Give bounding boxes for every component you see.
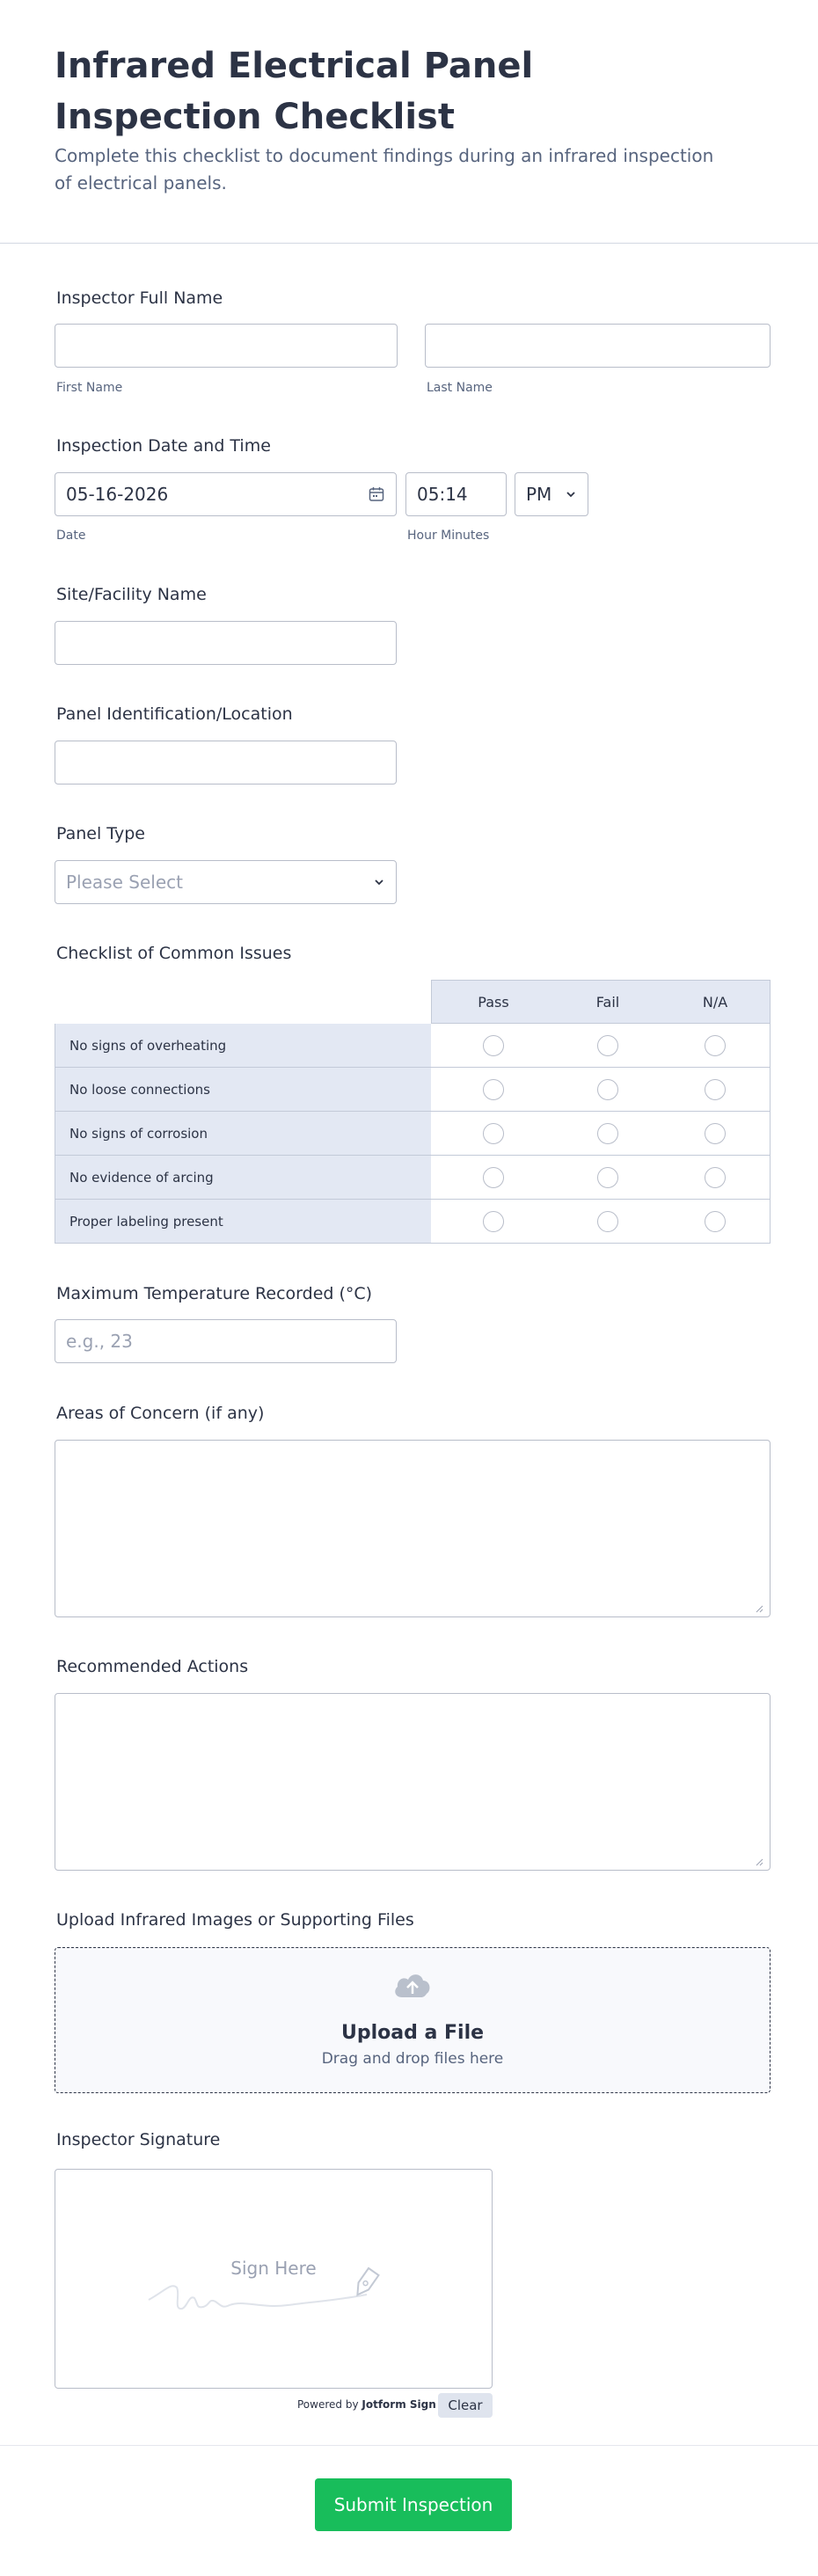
signature-label: Inspector Signature <box>56 2130 221 2149</box>
max-temp-placeholder: e.g., 23 <box>66 1331 133 1352</box>
panel-type-label: Panel Type <box>56 824 145 843</box>
clear-signature-button[interactable]: Clear <box>438 2393 493 2418</box>
panel-type-placeholder: Please Select <box>66 872 183 893</box>
matrix-row-label: No signs of corrosion <box>55 1112 432 1156</box>
matrix-cell-fail <box>555 1200 661 1244</box>
radio-pass[interactable] <box>483 1167 504 1188</box>
matrix-cell-na <box>661 1112 771 1156</box>
matrix-cell-pass <box>431 1200 556 1244</box>
radio-na[interactable] <box>705 1211 726 1232</box>
recommended-actions-label: Recommended Actions <box>56 1657 249 1676</box>
date-sublabel: Date <box>56 529 86 543</box>
file-upload-dropzone[interactable] <box>55 1947 771 2093</box>
signature-pad[interactable] <box>55 2169 493 2389</box>
areas-concern-label: Areas of Concern (if any) <box>56 1404 265 1423</box>
ampm-value: PM <box>526 484 552 505</box>
panel-type-select[interactable] <box>55 860 397 904</box>
calendar-icon[interactable] <box>368 485 385 503</box>
column-header-pass: Pass <box>431 980 556 1024</box>
time-sublabel: Hour Minutes <box>407 529 490 543</box>
checklist-label: Checklist of Common Issues <box>56 944 292 963</box>
site-input[interactable] <box>55 621 397 665</box>
radio-na[interactable] <box>705 1079 726 1100</box>
matrix-cell-pass <box>431 1068 556 1112</box>
radio-pass[interactable] <box>483 1035 504 1056</box>
panel-id-label: Panel Identification/Location <box>56 704 293 724</box>
chevron-down-icon <box>565 488 577 500</box>
column-header-fail: Fail <box>555 980 661 1024</box>
last-name-sublabel: Last Name <box>427 381 493 395</box>
radio-na[interactable] <box>705 1035 726 1056</box>
matrix-cell-na <box>661 1068 771 1112</box>
matrix-cell-pass <box>431 1112 556 1156</box>
time-input[interactable]: 05:14 <box>405 472 507 516</box>
jotform-sign-brand: Jotform Sign <box>362 2398 436 2411</box>
inspection-datetime-label: Inspection Date and Time <box>56 436 271 456</box>
submit-button[interactable]: Submit Inspection <box>315 2478 512 2531</box>
matrix-cell-pass <box>431 1156 556 1200</box>
form-title: Infrared Electrical Panel Inspection Checklist <box>55 46 534 137</box>
matrix-cell-na <box>661 1200 771 1244</box>
date-input[interactable] <box>55 472 397 516</box>
max-temp-input[interactable] <box>55 1319 397 1363</box>
matrix-row-label: No loose connections <box>55 1068 432 1112</box>
radio-pass[interactable] <box>483 1079 504 1100</box>
resize-handle-icon[interactable] <box>755 1857 763 1866</box>
upload-title: Upload a File <box>340 2022 485 2044</box>
form-subtitle: Complete this checklist to document findings during an infrared inspection of electrical panels. <box>55 145 714 193</box>
max-temp-label: Maximum Temperature Recorded (°C) <box>56 1284 373 1303</box>
recommended-actions-textarea[interactable] <box>55 1693 771 1871</box>
radio-fail[interactable] <box>597 1123 618 1144</box>
radio-na[interactable] <box>705 1167 726 1188</box>
matrix-cell-na <box>661 1156 771 1200</box>
matrix-cell-fail <box>555 1112 661 1156</box>
radio-fail[interactable] <box>597 1079 618 1100</box>
powered-by-text <box>297 2398 436 2411</box>
footer-divider <box>0 2445 818 2446</box>
checklist-matrix <box>55 980 771 1245</box>
cloud-upload-icon <box>391 1969 434 2001</box>
panel-id-input[interactable] <box>55 741 397 784</box>
last-name-input[interactable] <box>425 324 771 368</box>
radio-pass[interactable] <box>483 1211 504 1232</box>
resize-handle-icon[interactable] <box>755 1604 763 1613</box>
chevron-down-icon <box>373 876 385 888</box>
matrix-cell-fail <box>555 1068 661 1112</box>
date-value: 05-16-2026 <box>66 484 169 505</box>
upload-subtitle: Drag and drop files here <box>321 2050 504 2068</box>
form-header <box>0 0 818 244</box>
matrix-cell-na <box>661 1024 771 1068</box>
ampm-select[interactable] <box>515 472 588 516</box>
matrix-row-label: Proper labeling present <box>55 1200 432 1244</box>
areas-concern-textarea[interactable] <box>55 1440 771 1617</box>
radio-fail[interactable] <box>597 1035 618 1056</box>
site-label: Site/Facility Name <box>56 585 207 604</box>
inspector-name-label: Inspector Full Name <box>56 288 223 308</box>
matrix-cell-fail <box>555 1156 661 1200</box>
first-name-input[interactable] <box>55 324 398 368</box>
signature-placeholder: Sign Here <box>230 2258 317 2279</box>
matrix-row-label: No evidence of arcing <box>55 1156 432 1200</box>
matrix-cell-pass <box>431 1024 556 1068</box>
matrix-cell-fail <box>555 1024 661 1068</box>
column-header-na: N/A <box>661 980 771 1024</box>
radio-fail[interactable] <box>597 1167 618 1188</box>
radio-pass[interactable] <box>483 1123 504 1144</box>
matrix-row-label: No signs of overheating <box>55 1024 432 1068</box>
powered-by-prefix: Powered by <box>297 2398 359 2411</box>
first-name-sublabel: First Name <box>56 381 123 395</box>
upload-label: Upload Infrared Images or Supporting Files <box>56 1910 414 1930</box>
radio-na[interactable] <box>705 1123 726 1144</box>
radio-fail[interactable] <box>597 1211 618 1232</box>
